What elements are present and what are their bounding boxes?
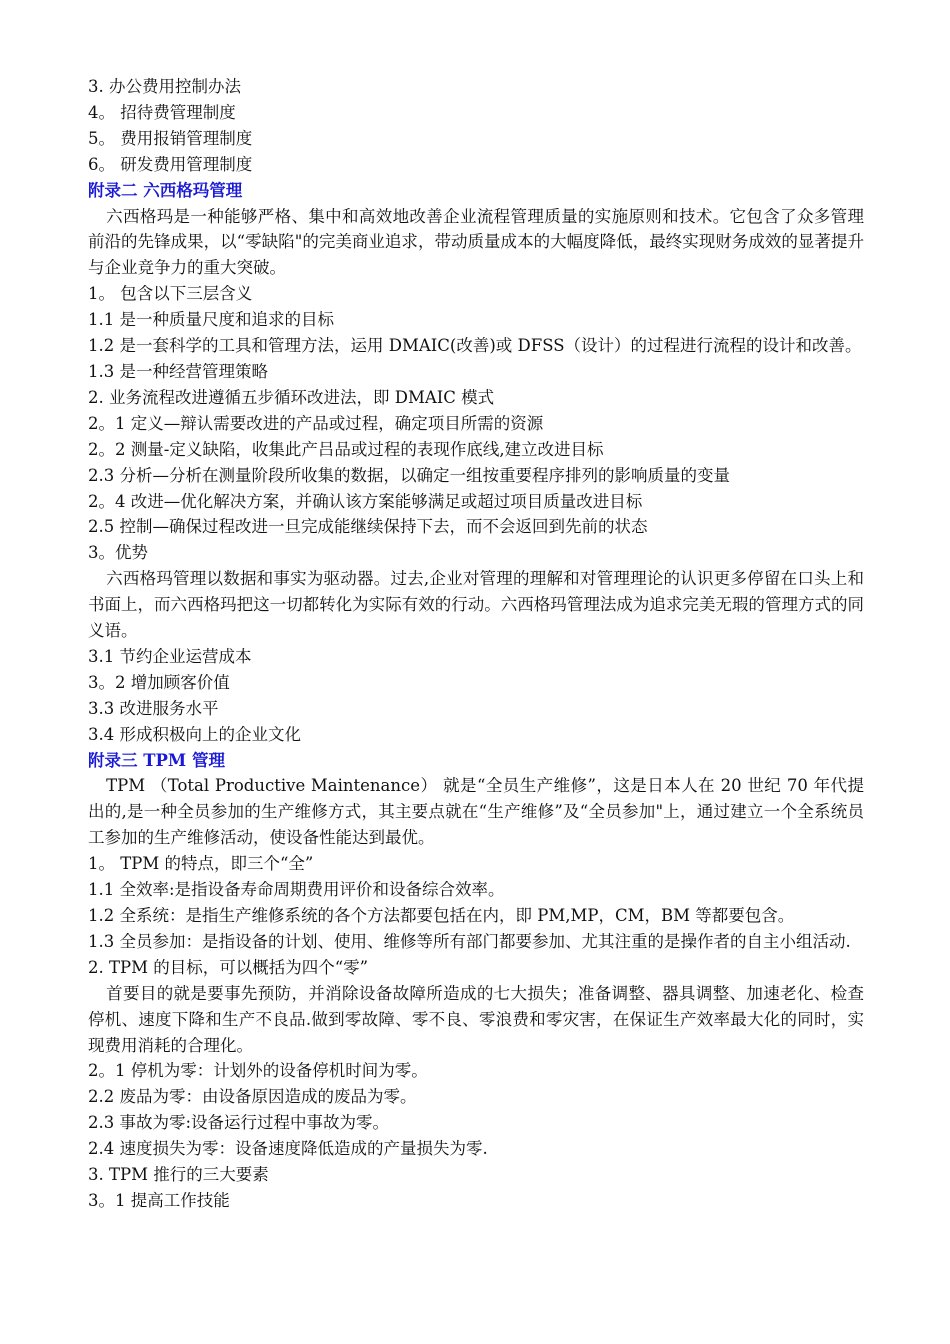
section-heading: 3。优势 xyxy=(88,543,148,563)
tpm-goal-paragraph: 首要目的就是要事先预防，并消除设备故障所造成的七大损失；准备调整、器具调整、加速老化、检查停机、速度下降和生产不良品.做到零故障、零不良、零浪费和零灾害，在保证生产效率最大化的同时，实现费用消耗的合理化。 xyxy=(88,983,864,1055)
tpm-intro-paragraph: TPM （Total Productive Maintenance） 就是“全员生产维修”，这是日本人在 20 世纪 70 年代提出的,是一种全员参加的生产维修方式，其主要点就在“生产维修”及“全员参加"上，通过建立一个全系统员工参加的生产维修活动，使设备性能达到最优。 xyxy=(88,776,864,848)
list-item: 1.3 全员参加：是指设备的计划、使用、维修等所有部门都要参加、尤其注重的是操作者的自主小组活动. xyxy=(88,931,851,951)
list-item: 3.4 形成积极向上的企业文化 xyxy=(88,724,301,744)
list-item: 2.3 分析—分析在测量阶段所收集的数据，以确定一组按重要程序排列的影响质量的变量 xyxy=(88,465,730,485)
section-heading: 2. 业务流程改进遵循五步循环改进法，即 DMAIC 模式 xyxy=(88,387,495,407)
list-item: 2。1 定义—辩认需要改进的产品或过程，确定项目所需的资源 xyxy=(88,413,544,433)
list-item: 2。1 停机为零：计划外的设备停机时间为零。 xyxy=(88,1061,428,1081)
list-item: 3。2 增加顾客价值 xyxy=(88,672,230,692)
list-item: 1.1 全效率:是指设备寿命周期费用评价和设备综合效率。 xyxy=(88,880,505,900)
document-page xyxy=(88,74,864,1214)
list-item: 5。 费用报销管理制度 xyxy=(88,128,253,148)
list-item: 1.1 是一种质量尺度和追求的目标 xyxy=(88,310,334,330)
list-item: 1.3 是一种经营管理策略 xyxy=(88,361,268,381)
list-item: 2.3 事故为零:设备运行过程中事故为零。 xyxy=(88,1113,390,1133)
list-item: 3.1 节约企业运营成本 xyxy=(88,646,252,666)
list-item: 1.2 是一套科学的工具和管理方法，运用 DMAIC(改善)或 DFSS（设计）的过程进行流程的设计和改善。 xyxy=(88,336,862,356)
six-sigma-advantage-paragraph: 六西格玛管理以数据和事实为驱动器。过去,企业对管理的理解和对管理理论的认识更多停留在口头上和书面上，而六西格玛把这一切都转化为实际有效的行动。六西格玛管理法成为追求完美无瑕的管理方式的同义语。 xyxy=(88,569,864,641)
list-item: 1.2 全系统：是指生产维修系统的各个方法都要包括在内，即 PM,MP，CM，BM 等都要包含。 xyxy=(88,906,795,925)
list-item: 2。2 测量-定义缺陷，收集此产吕品或过程的表现作底线,建立改进目标 xyxy=(88,439,604,459)
list-item: 3.3 改进服务水平 xyxy=(88,698,219,718)
six-sigma-intro-paragraph: 六西格玛是一种能够严格、集中和高效地改善企业流程管理质量的实施原则和技术。它包含了众多管理前沿的先锋成果，以“零缺陷"的完美商业追求，带动质量成本的大幅度降低，最终实现财务成效的显著提升与企业竞争力的重大突破。 xyxy=(88,206,864,278)
list-item: 3. 办公费用控制办法 xyxy=(88,77,241,96)
list-item: 2。4 改进—优化解决方案，并确认该方案能够满足或超过项目质量改进目标 xyxy=(88,491,643,511)
list-item: 2.4 速度损失为零：设备速度降低造成的产量损失为零. xyxy=(88,1139,488,1159)
appendix-three-heading: 附录三 TPM 管理 xyxy=(88,750,225,770)
section-heading: 1。 包含以下三层含义 xyxy=(88,284,253,304)
section-heading: 2. TPM 的目标，可以概括为四个“零” xyxy=(88,957,369,977)
list-item: 2.2 废品为零：由设备原因造成的废品为零。 xyxy=(88,1087,417,1107)
appendix-two-heading: 附录二 六西格玛管理 xyxy=(88,180,243,200)
list-item: 4。 招待费管理制度 xyxy=(88,102,236,122)
section-heading: 1。 TPM 的特点，即三个“全” xyxy=(88,854,314,874)
list-item: 6。 研发费用管理制度 xyxy=(88,154,253,174)
list-item: 2.5 控制—确保过程改进一旦完成能继续保持下去，而不会返回到先前的状态 xyxy=(88,517,648,537)
list-item: 3。1 提高工作技能 xyxy=(88,1190,230,1210)
section-heading: 3. TPM 推行的三大要素 xyxy=(88,1165,269,1185)
